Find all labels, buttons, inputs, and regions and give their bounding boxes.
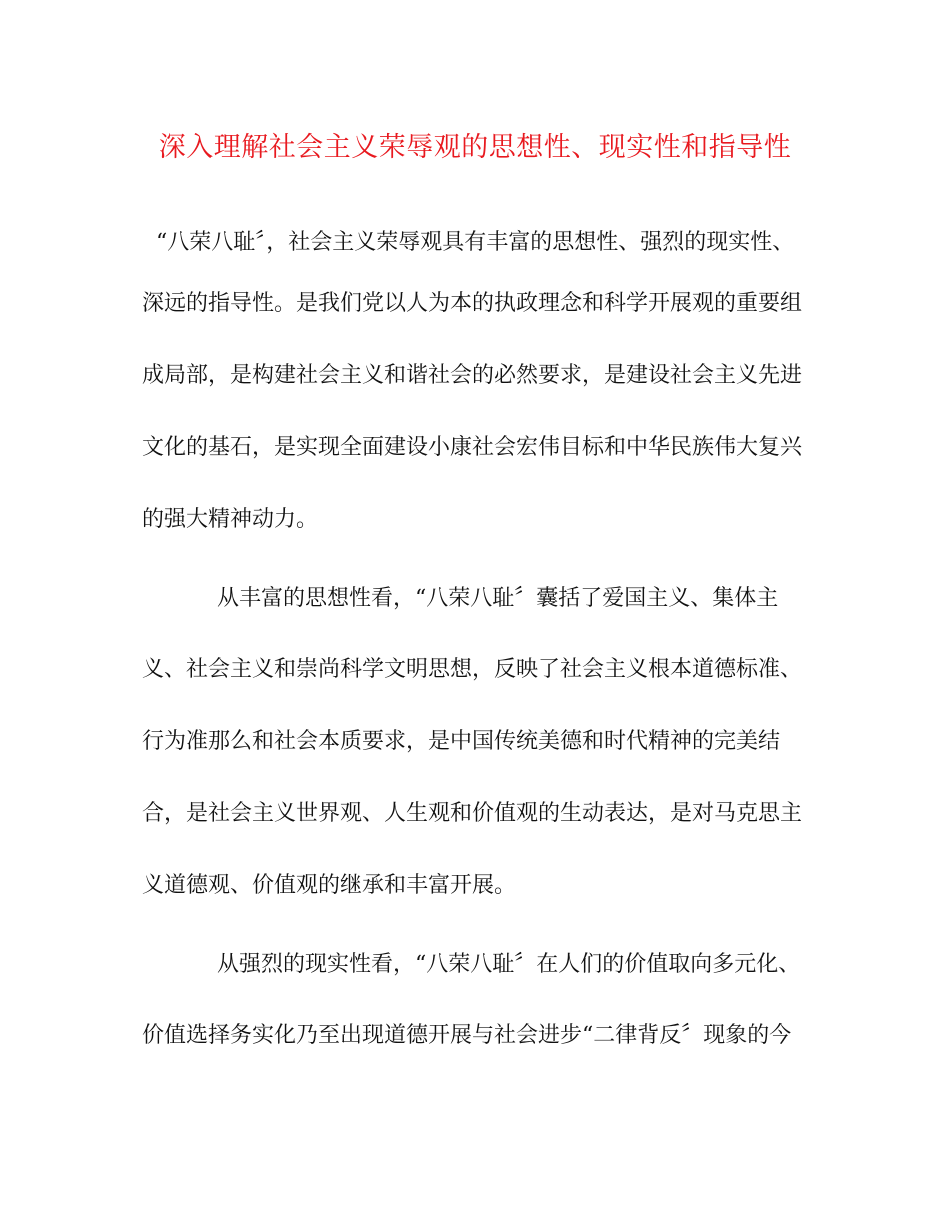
paragraph-2-line-1: 从丰富的思想性看，“八荣八耻〞囊括了爱国主义、集体主	[217, 586, 779, 611]
paragraph-2-line-5: 义道德观、价值观的继承和丰富开展。	[142, 873, 517, 898]
paragraph-1-line-5: 的强大精神动力。	[142, 507, 319, 532]
paragraph-2-line-2: 义、社会主义和崇尚科学文明思想，反映了社会主义根本道德标准、	[142, 657, 803, 682]
paragraph-1-line-3: 成局部，是构建社会主义和谐社会的必然要求，是建设社会主义先进	[142, 363, 803, 388]
paragraph-2-line-3: 行为准那么和社会本质要求，是中国传统美德和时代精神的完美结	[142, 729, 781, 754]
paragraph-3-line-2: 价值选择务实化乃至出现道德开展与社会进步“二律背反〞现象的今	[142, 1023, 792, 1048]
paragraph-3-line-1: 从强烈的现实性看，“八荣八耻〞在人们的价值取向多元化、	[217, 952, 801, 977]
paragraph-1-line-1: “八荣八耻〞，社会主义荣辱观具有丰富的思想性、强烈的现实性、	[156, 230, 795, 255]
paragraph-1-line-4: 文化的基石，是实现全面建设小康社会宏伟目标和中华民族伟大复兴	[142, 435, 803, 460]
document-title: 深入理解社会主义荣辱观的思想性、现实性和指导性	[158, 132, 792, 163]
paragraph-1-line-2: 深远的指导性。是我们党以人为本的执政理念和科学开展观的重要组	[142, 291, 803, 316]
paragraph-2-line-4: 合，是社会主义世界观、人生观和价值观的生动表达，是对马克思主	[142, 801, 803, 826]
